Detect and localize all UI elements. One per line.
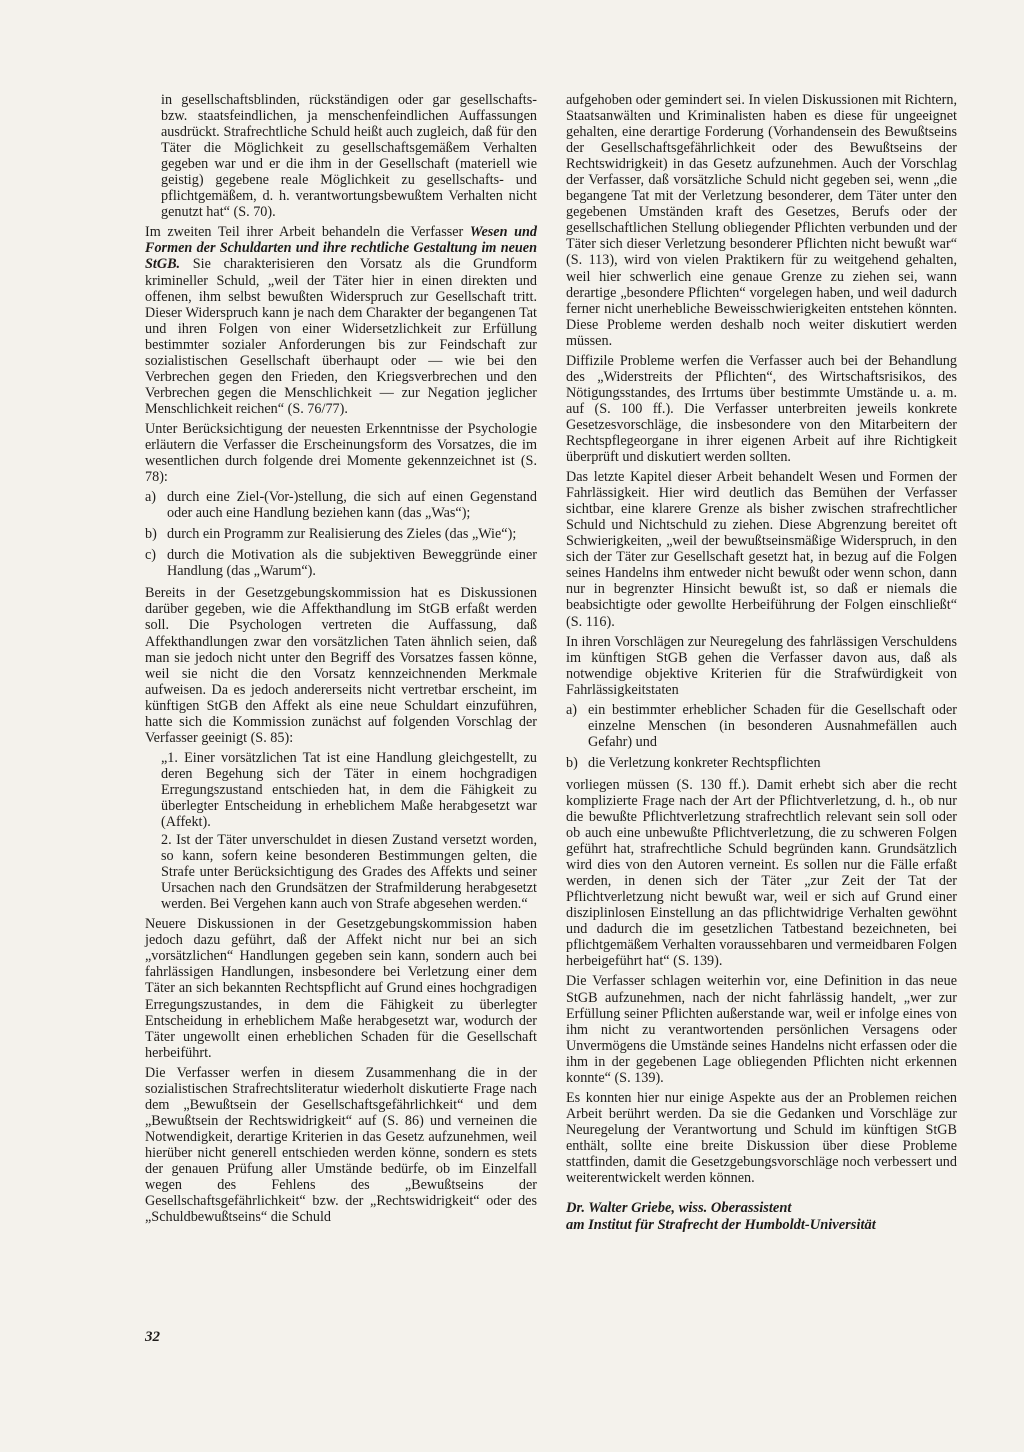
signature-line: Dr. Walter Griebe, wiss. Oberassistent	[566, 1200, 792, 1217]
paragraph: Die Verfasser schlagen weiterhin vor, eine Definition in das neue StGB aufzunehmen, nach der nicht fahrlässig handelt, „wer zur Erfüllung seiner Pflichten außerstande war, weil er infolge eines von ihm nicht zu verantwortenden persönlichen Versagens oder Unvermögens die Umstände seines Handelns nicht erfassen oder die ihm in der gegebenen Lage obliegenden Pflichten nicht erkennen konnte“ (S. 139).	[566, 973, 957, 1086]
list-item	[145, 526, 537, 542]
paragraph-text: Sie charakterisieren den Vorsatz als die Grundform krimineller Schuld, „weil der Täter hier in einen direkten und offenen, ihm selbst bewußten Widerspruch zur Gesellschaft tritt. Dieser Widerspruch kann je nach dem Charakter der begangenen Tat und ihren Folgen von einer Widersetzlichkeit zur Erfüllung bestimmter sozialer Anforderungen bis zur Feindschaft zur sozialistischen Gesellschaft überhaupt oder — wie bei den Verbrechen gegen den Frieden, den Kriegsverbrechen und den Verbrechen gegen die Menschlichkeit — zur Negation jeglicher Menschlichkeit reichen“ (S. 76/77).	[145, 256, 537, 417]
paragraph: Bereits in der Gesetzgebungskommission hat es Diskussionen darüber gegeben, wie die Affekthandlung im StGB erfaßt werden soll. Die Psychologen vertreten die Auffassung, daß Affekthandlungen zwar den vorsätzlichen Taten ähnlich seien, daß man sie jedoch nicht unter den Begriff des Vorsatzes fassen könne, weil sie nicht die den Vorsatz kennzeichnenden Merkmale aufweisen. Da es jedoch andererseits nicht vertretbar erscheint, im künftigen StGB den Affekt als eine neue Schuldart einzuführen, hatte sich die Kommission zunächst auf folgenden Vorschlag der Verfasser geeinigt (S. 85):	[145, 585, 537, 746]
list-label: a)	[566, 701, 578, 718]
paragraph: Unter Berücksichtigung der neuesten Erkenntnisse der Psychologie erläutern die Verfasser die Erscheinungsform des Vorsatzes, die im wesentlichen durch folgende drei Momente gekennzeichnet ist (S. 78):	[145, 420, 537, 486]
paragraph: aufgehoben oder gemindert sei. In vielen Diskussionen mit Richtern, Staatsanwälten und Kriminalisten haben es diese für ungeeignet gehalten, eine derartige Forderung (Vorhandensein des Bewußtseins der Gesellschaftsgefährlichkeit oder des Bewußtseins der Rechtswidrigkeit) in das Gesetz aufzunehmen. Auch der Vorschlag der Verfasser, daß vorsätzliche Schuld nicht gegeben sei, wenn „die begangene Tat mit der Verletzung besonderer, dem Täter unter den gegebenen Umständen kraft des Gesetzes, Berufs oder der gesellschaftlichen Stellung obliegender Pflichten verbunden und der Täter sich dieser Verletzung besonderer Pflichten nicht bewußt war“ (S. 113), wird von vielen Praktikern für zu weitgehend gehalten, weil hier schwerlich eine genaue Grenze zu ziehen sei, wann derartige „besondere Pflichten“ vorgelegen haben, und weil dadurch ferner nicht unerhebliche Beweisschwierigkeiten entstehen könnten. Diese Probleme werden deshalb noch weiter diskutiert werden müssen.	[566, 92, 957, 349]
paragraph: vorliegen müssen (S. 130 ff.). Damit erhebt sich aber die recht komplizierte Frage nach der Art der Pflichtverletzung, d. h., ob nur die bewußte Pflichtverletzung strafrechtlich relevant sein soll oder ob auch eine unbewußte Pflichtverletzung, die zu schweren Folgen geführt hat, strafrechtliche Schuld begründen kann. Grundsätzlich wird dies von den Autoren verneint. Es sollen nur die Fälle erfaßt werden, in denen sich der Täter „zur Zeit der Tat der Pflichtverletzung nicht bewußt war, weil er sich auf Grund einer disziplinlosen Einstellung an das pflichtwidrige Verhalten gewöhnt und dadurch die im gesetzlichen Tatbestand bezeichneten, bei pflichtgemäßem Verhalten voraussehbaren und vermeidbaren Folgen herbeigeführt hat“ (S. 139).	[566, 776, 957, 970]
list-text: durch die Motivation als die subjektiven Beweggründe einer Handlung (das „Warum“).	[167, 547, 537, 580]
list-item	[145, 489, 537, 521]
author-signature	[566, 1200, 957, 1234]
signature-line: am Institut für Strafrecht der Humboldt-Universität	[566, 1217, 876, 1234]
list-item	[566, 755, 957, 771]
list-text: ein bestimmter erheblicher Schaden für die Gesellschaft oder einzelne Menschen (in besonderen Ausnahmefällen auch Gefahr) und	[588, 701, 957, 750]
list-item	[566, 702, 957, 750]
paragraph	[145, 224, 537, 417]
paragraph: Es konnten hier nur einige Aspekte aus der an Problemen reichen Arbeit berührt werden. Da sie die Gedanken und Vorschläge zur Neuregelung der Verantwortung und Schuld im künftigen StGB enthält, sollte eine breite Diskussion über diese Probleme stattfinden, damit die Gesetzgebungsvorschläge noch verbessert und weiterentwickelt werden können.	[566, 1089, 957, 1187]
paragraph: Diffizile Probleme werfen die Verfasser auch bei der Behandlung des „Widerstreits der Pflichten“, des Wirtschaftsrisikos, des Nötigungsstandes, des Irrtums über bestimmte Umstände u. a. m. auf (S. 100 ff.). Die Verfasser unterbreiten jeweils konkrete Gesetzesvorschläge, die insbesondere von den Mitarbeitern der Rechtspflegeorgane in ihrer eigenen Arbeit auf ihre Richtigkeit überprüft und diskutiert werden sollten.	[566, 352, 957, 466]
list-label: b)	[145, 526, 157, 543]
list-label: c)	[145, 547, 157, 564]
list-label: b)	[566, 754, 578, 771]
list-text: durch eine Ziel-(Vor-)stellung, die sich auf einen Gegenstand oder auch eine Handlung beziehen kann (das „Was“);	[167, 489, 537, 522]
enumeration-list	[566, 702, 957, 771]
enumeration-list	[145, 489, 537, 579]
quote-paragraph: 2. Ist der Täter unverschuldet in diesen Zustand versetzt worden, so kann, sofern keine besonderen Bestimmungen gelten, die Strafe unter Berücksichtigung des Grades des Affekts und seiner Ursachen nach den Grundsätzen der Strafmilderung herabgesetzt werden. Bei Vergehen kann auch von Strafe abgesehen werden.“	[161, 832, 537, 913]
page-number: 32	[145, 1329, 160, 1345]
paragraph: Neuere Diskussionen in der Gesetzgebungskommission haben jedoch dazu geführt, daß der Affekt nicht nur bei an sich „vorsätzlichen“ Handlungen gegeben sein kann, sondern auch bei fahrlässigen Handlungen, insbesondere bei Verletzung einer dem Täter an sich bekannten Rechtspflicht auf Grund eines hochgradigen Erregungszustandes, in dem die Fähigkeit zu überlegter Entscheidung in erheblichem Maße herabgesetzt war, wodurch der Täter ungewollt einen erheblichen Schaden für die Gesellschaft herbeiführt.	[145, 916, 537, 1061]
list-label: a)	[145, 489, 157, 506]
list-item	[145, 547, 537, 579]
quote-paragraph: „1. Einer vorsätzlichen Tat ist eine Handlung gleichgestellt, zu deren Begehung sich der Täter in einem hochgradigen Erregungszustand entschieden hat, in dem die Fähigkeit zu überlegter Entscheidung in erheblichem Maße herabgesetzt war (Affekt).	[161, 749, 537, 831]
paragraph: Die Verfasser werfen in diesem Zusammenhang die in der sozialistischen Strafrechtsliteratur wiederholt diskutierte Frage nach dem „Bewußtsein der Gesellschaftsgefährlichkeit“ und dem „Bewußtsein der Rechtswidrigkeit“ auf (S. 86) und verneinen die Notwendigkeit, derartige Kriterien in das Gesetz aufzunehmen, weil hierüber nicht generell entschieden werden könne, sondern es stets der genauen Prüfung aller Umstände bedürfe, ob im Einzelfall wegen des Fehlens des „Bewußtseins der Gesellschaftsgefährlichkeit“ bzw. der „Rechtswidrigkeit“ oder des „Schuldbewußtseins“ die Schuld	[145, 1064, 537, 1226]
paragraph: In ihren Vorschlägen zur Neuregelung des fahrlässigen Verschuldens im künftigen StGB gehen die Verfasser davon aus, daß als notwendige objektive Kriterien für die Strafwürdigkeit von Fahrlässigkeitstaten	[566, 633, 957, 698]
paragraph-text: Im zweiten Teil ihrer Arbeit behandeln die Verfasser	[145, 224, 470, 241]
block-quote	[145, 750, 537, 912]
section-emphasis: Wesen und Formen der Schuldarten und ihre rechtliche Gestaltung im neuen StGB.	[145, 224, 537, 273]
list-text: die Verletzung konkreter Rechtspflichten	[588, 754, 821, 771]
paragraph: in gesellschaftsblinden, rückständigen oder gar gesellschafts- bzw. staatsfeindlichen, ja menschenfeindlichen Auffassungen ausdrückt. Strafrechtliche Schuld heißt auch zugleich, daß für den Täter die Möglichkeit zu gesellschaftsgemäßem Verhalten gegeben war und er die ihm in der Gesellschaft (materiell wie geistig) gegebene reale Möglichkeit zu gesellschafts- und pflichtgemäßem, d. h. verantwortungsbewußtem Verhalten nicht genutzt hat“ (S. 70).	[161, 92, 537, 221]
list-text: durch ein Programm zur Realisierung des Zieles (das „Wie“);	[167, 526, 517, 543]
left-column	[145, 92, 537, 1225]
paragraph: Das letzte Kapitel dieser Arbeit behandelt Wesen und Formen der Fahrlässigkeit. Hier wird deutlich das Bemühen der Verfasser sichtbar, eine klarere Grenze als bisher zwischen strafrechtlicher Schuld und Nichtschuld zu ziehen. Diese Abgrenzung bereitet oft Schwierigkeiten, „weil der bewußtseinsmäßige Widerspruch, in den sich der Täter zur Gesellschaft gesetzt hat, in bezug auf die Folgen seines Handelns ihm entweder nicht bewußt oder wenn schon, dann nur in begrenzter Hinsicht bewußt ist, so daß er niemals die beabsichtigte oder gewollte Herbeiführung der Folgen einschließt“ (S. 116).	[566, 469, 957, 630]
right-column	[566, 92, 957, 1234]
